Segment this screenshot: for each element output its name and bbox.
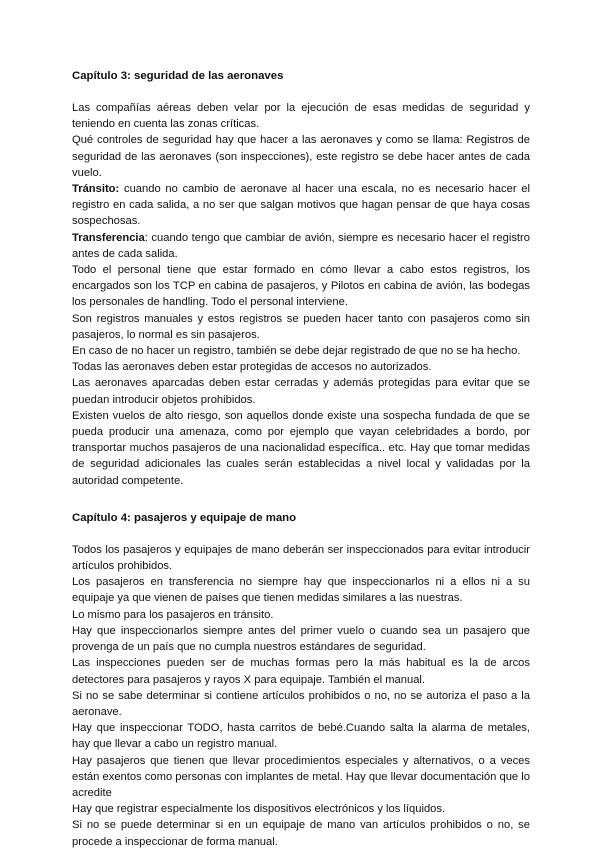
chapter-3-paragraph-7: Las aeronaves aparcadas deben estar cerradas y además protegidas para evitar que se puedan introducir objetos prohibidos. — [72, 377, 530, 406]
chapter-4-paragraph-7: Hay que inspeccionar TODO, hasta carritos de bebé.Cuando salta la alarma de metales, hay que llevar a cabo un registro manual. — [72, 722, 530, 751]
chapter-4-paragraph-9: Hay que registrar especialmente los dispositivos electrónicos y los líquidos. — [72, 803, 446, 816]
chapter-4-paragraph-10: Si no se puede determinar si en un equipaje de mano van artículos prohibidos o no, se procede a inspeccionar de forma manual. — [72, 819, 530, 848]
chapter-3-paragraph-3: Todo el personal tiene que estar formado en cómo llevar a cabo estos registros, los encargados son los TCP en cabina de pasajeros, y Pilotos en cabina de avión, las bodegas los personales de handling. Todo el personal interviene. — [72, 264, 530, 309]
transferencia-paragraph — [72, 230, 530, 262]
chapter-4-paragraph-8: Hay pasajeros que tienen que llevar procedimientos especiales y alternativos, o a veces están exentos como personas con implantes de metal. Hay que llevar documentación que lo acredite — [72, 754, 530, 799]
chapter-3-paragraph-8: Existen vuelos de alto riesgo, son aquellos donde existe una sospecha fundada de que se pueda producir una amenaza, como por ejemplo que vayan celebridades a bordo, por transportar muchos pasajeros de una nacionalidad específica.. etc. Hay que tomar medidas de seguridad adicionales las cuales serán establecidas a nivel local y validadas por la autoridad competente. — [72, 409, 530, 487]
chapter-4-paragraph-4: Hay que inspeccionarlos siempre antes del primer vuelo o cuando sea un pasajero que provenga de un país que no cumpla nuestros estándares de seguridad. — [72, 624, 530, 654]
chapter-4-title: Capítulo 4: pasajeros y equipaje de mano — [72, 511, 297, 524]
chapter-4-paragraph-6: Si no se sabe determinar si contiene artículos prohibidos o no, no se autoriza el paso a la aeronave. — [72, 689, 530, 718]
chapter-3-paragraph-5: En caso de no hacer un registro, también se debe dejar registrado de que no se ha hecho. — [72, 345, 521, 358]
transferencia-text: : cuando tengo que cambiar de avión, siempre es necesario hacer el registro antes de cada salida. — [72, 231, 530, 260]
transito-label: Tránsito: — [72, 183, 120, 196]
chapter-3-paragraph-1: Las compañías aéreas deben velar por la ejecución de esas medidas de seguridad y teniendo en cuenta las zonas críticas. — [72, 102, 530, 131]
chapter-4-paragraph-3: Lo mismo para los pasajeros en tránsito. — [72, 608, 274, 621]
chapter-4-paragraph-1: Todos los pasajeros y equipajes de mano deberán ser inspeccionados para evitar introducir artículos prohibidos. — [72, 543, 530, 573]
chapter-4-paragraph-2: Los pasajeros en transferencia no siempre hay que inspeccionarlos ni a ellos ni a su equipaje ya que vienen de países que tienen medidas similares a las nuestras. — [72, 576, 530, 605]
chapter-3-paragraph-4: Son registros manuales y estos registros se pueden hacer tanto con pasajeros como sin pasajeros, lo normal es sin pasajeros. — [72, 312, 530, 341]
transferencia-label: Transferencia — [72, 231, 145, 244]
chapter-4-paragraph-5: Las inspecciones pueden ser de muchas formas pero la más habitual es la de arcos detectores para pasajeros y rayos X para equipaje. También el manual. — [72, 657, 530, 686]
chapter-3-paragraph-2: Qué controles de seguridad hay que hacer a las aeronaves y como se llama: Registros de seguridad de las aeronaves (son inspecciones), este registro se debe hacer antes de cada vuelo. — [72, 134, 530, 179]
transito-paragraph — [72, 181, 530, 230]
transito-text: cuando no cambio de aeronave al hacer una escala, no es necesario hacer el registro en cada salida, a no ser que salgan motivos que hagan pensar de que haya cosas sospechosas. — [72, 183, 530, 228]
chapter-3-paragraph-6: Todas las aeronaves deben estar protegidas de accesos no autorizados. — [72, 361, 432, 374]
chapter-3-title: Capítulo 3: seguridad de las aeronaves — [72, 70, 284, 82]
